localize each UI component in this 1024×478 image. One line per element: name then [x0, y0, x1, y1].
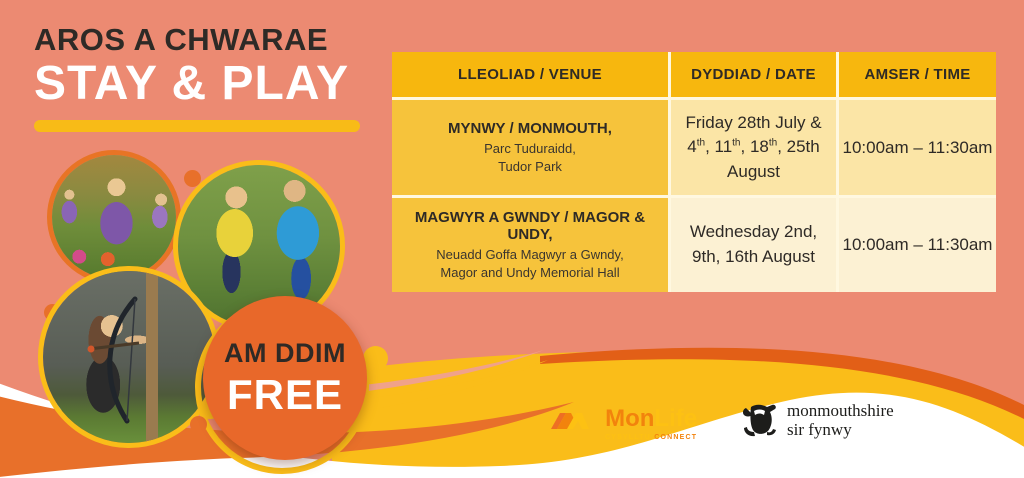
monlife-tagline-english: CONNECT	[654, 434, 698, 441]
monlife-name-mon: Mon	[605, 405, 655, 432]
header-venue: LLEOLIAD / VENUE	[392, 52, 668, 97]
header-time: AMSER / TIME	[839, 52, 996, 97]
free-badge	[203, 296, 367, 460]
monlife-name	[605, 405, 697, 433]
date-line: Wednesday 2nd,	[689, 222, 818, 242]
header-date: DYDDIAD / DATE	[671, 52, 836, 97]
title-underline	[34, 120, 360, 132]
free-badge-english: FREE	[226, 370, 343, 418]
date-line: 9th, 16th August	[692, 247, 815, 266]
monmouthshire-crest-icon	[742, 402, 778, 440]
date-line: August	[727, 161, 780, 181]
title-welsh: AROS A CHWARAE	[34, 22, 329, 57]
monmouthshire-wordmark	[787, 402, 894, 439]
free-badge-welsh: AM DDIM	[224, 337, 346, 368]
date-cell-monmouth	[671, 100, 836, 195]
monlife-wordmark	[605, 405, 697, 441]
monmouthshire-line2: sir fynwy	[787, 420, 852, 439]
archery-bow-graphic	[43, 271, 215, 443]
monlife-logo	[551, 405, 697, 441]
schedule-table	[392, 52, 996, 292]
time-cell-monmouth: 10:00am – 11:30am	[839, 100, 996, 195]
monlife-m-icon	[551, 410, 599, 430]
venue-cell-monmouth	[392, 100, 668, 195]
title-english: STAY & PLAY	[34, 57, 350, 110]
venue-line: Magor and Undy Memorial Hall	[440, 264, 620, 280]
date-line: Friday 28th July &	[685, 112, 822, 132]
yellow-dot	[363, 346, 388, 371]
venue-line: Tudor Park	[498, 158, 562, 174]
monlife-name-life: Life	[654, 405, 698, 432]
time-cell-magor: 10:00am – 11:30am	[839, 198, 996, 292]
venue-cell-magor	[392, 198, 668, 292]
date-cell-magor	[671, 198, 836, 292]
orange-dot	[190, 416, 207, 433]
title-block	[34, 22, 360, 132]
photo-circle-purple-kits	[47, 150, 181, 284]
monmouthshire-line1: monmouthshire	[787, 401, 894, 421]
monlife-tagline	[605, 434, 697, 441]
photo-children-purple-kits	[52, 155, 176, 279]
venue-title: MAGWYR A GWNDY / MAGOR & UNDY,	[414, 208, 646, 243]
venue-line: Neuadd Goffa Magwyr a Gwndy,	[436, 246, 624, 262]
monmouthshire-logo	[742, 402, 894, 440]
monlife-tagline-welsh: CYSYLLTU	[605, 434, 652, 441]
date-line: 4th, 11th, 18th, 25th	[687, 137, 820, 157]
venue-line: Parc Tuduraidd,	[484, 140, 576, 156]
venue-title: MYNWY / MONMOUTH,	[448, 119, 612, 137]
